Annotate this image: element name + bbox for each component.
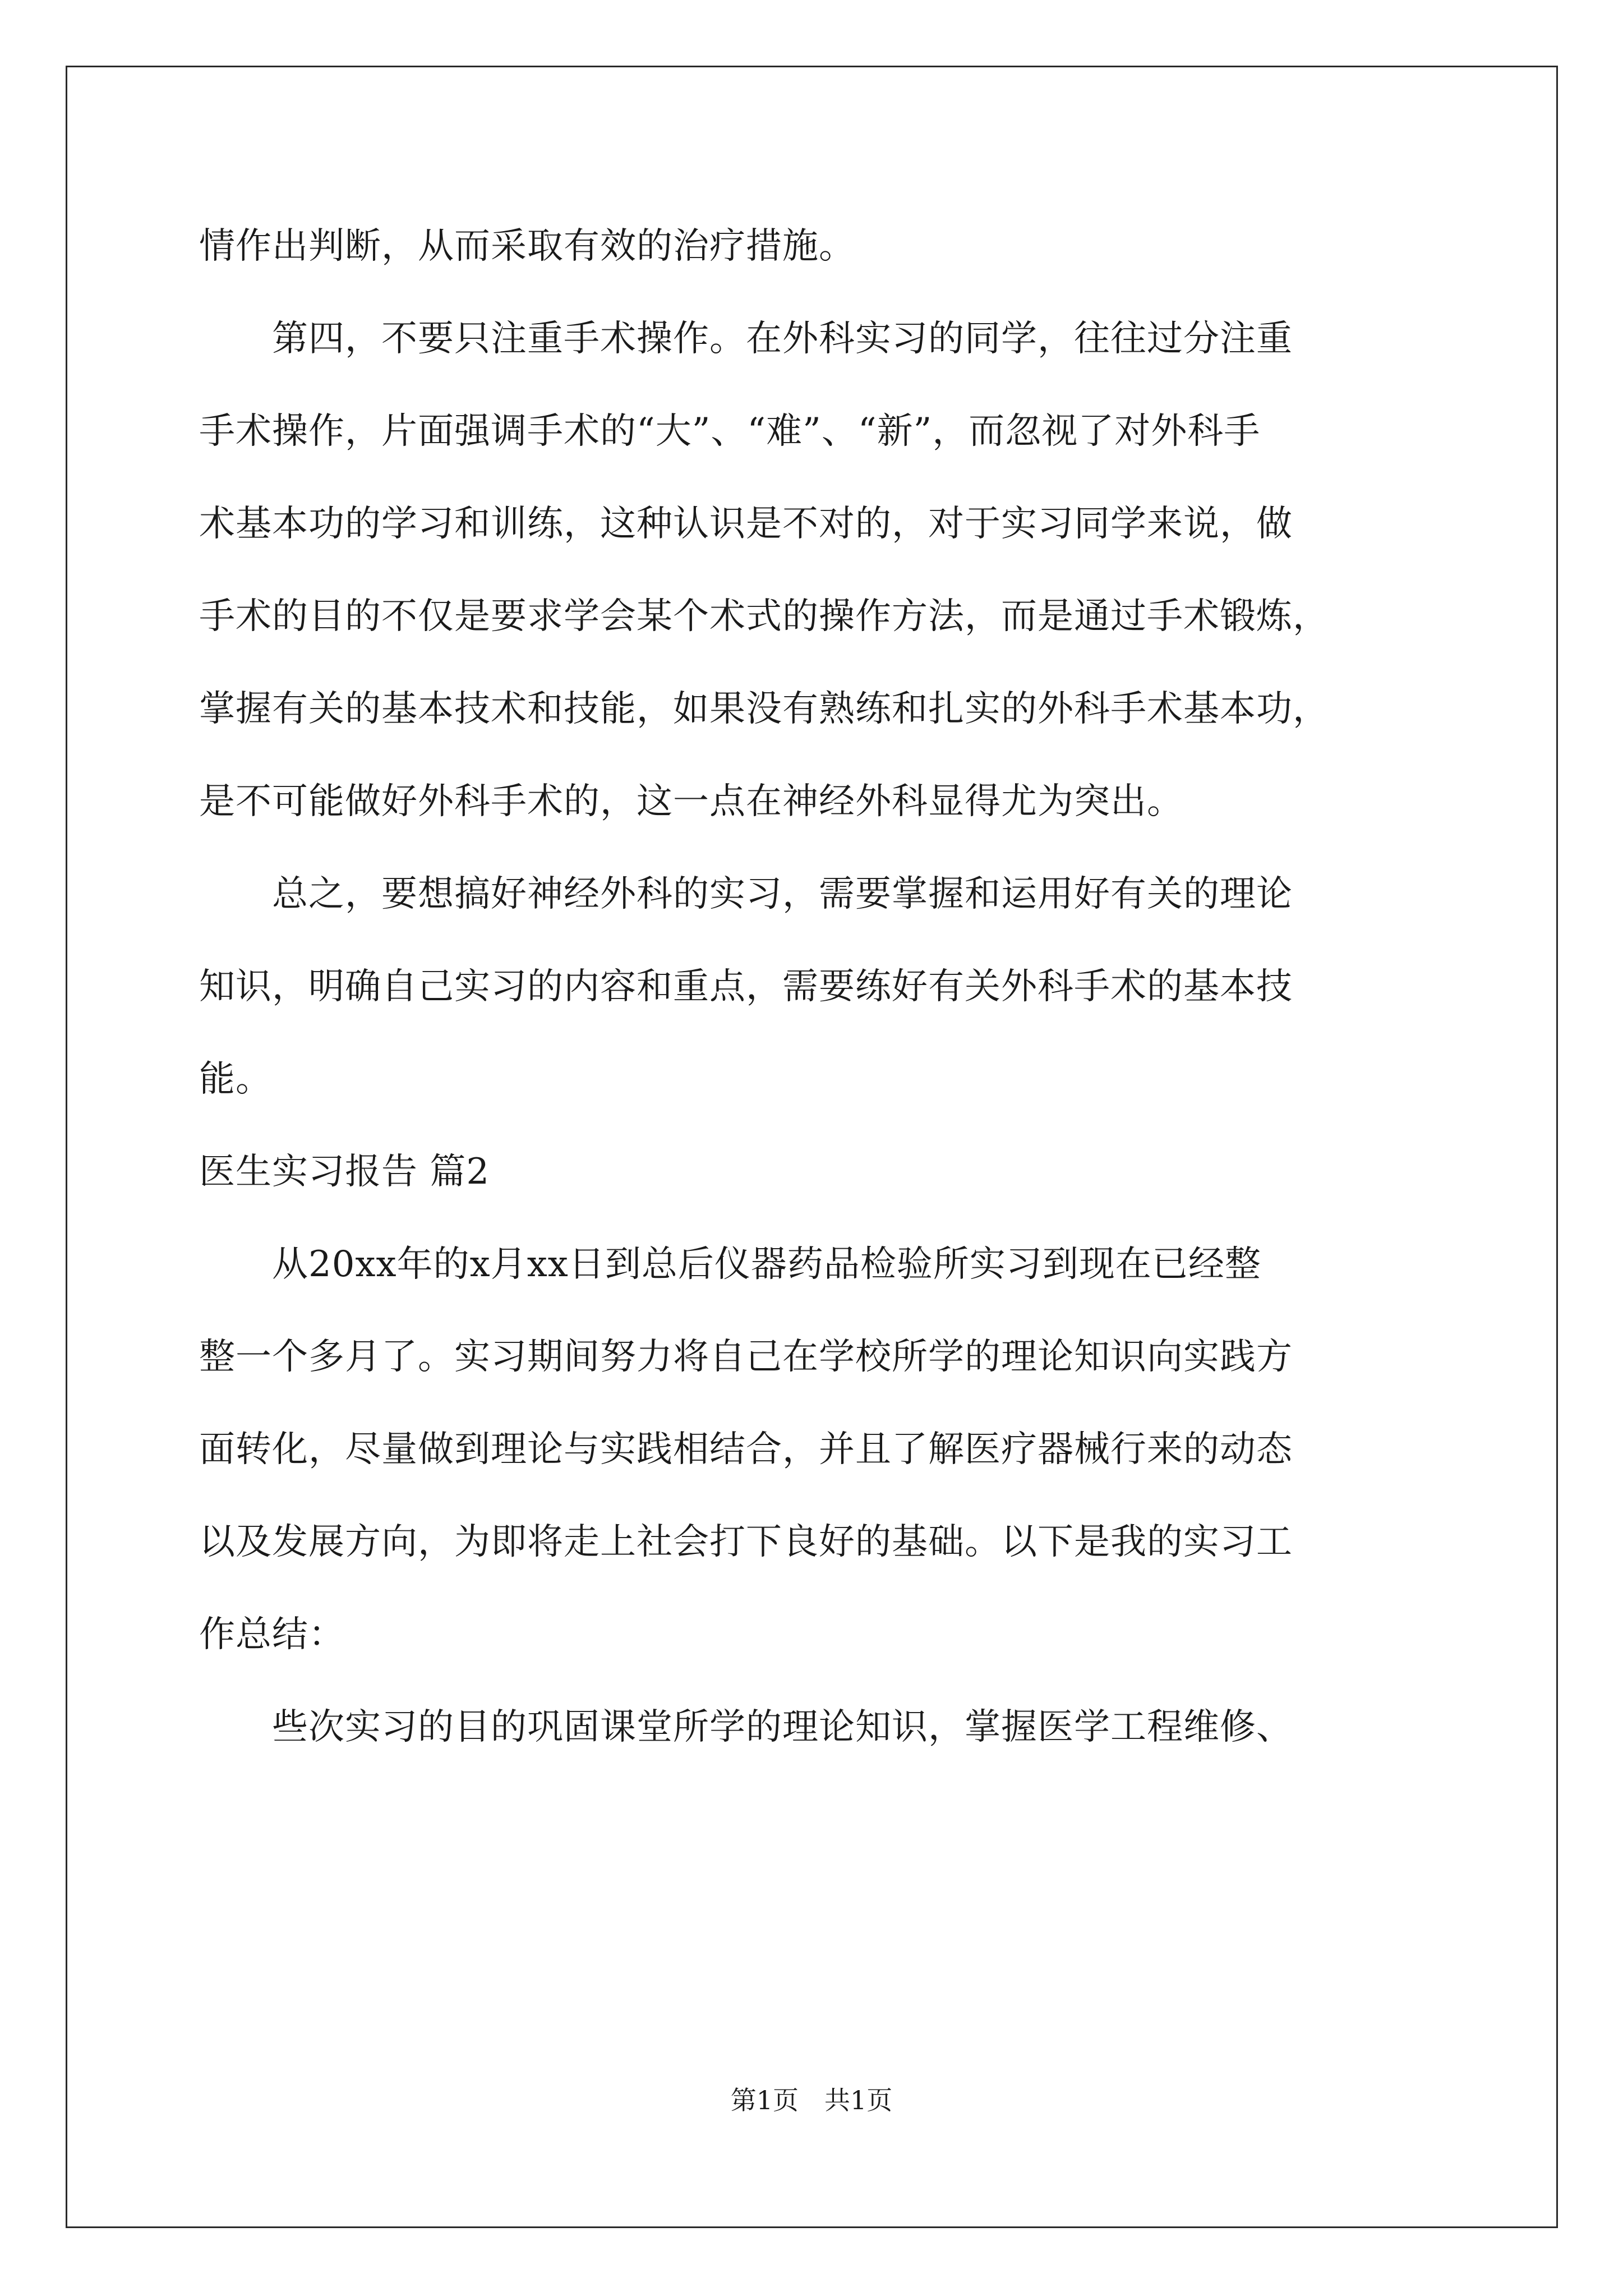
text-line: 是不可能做好外科手术的，这一点在神经外科显得尤为突出。 (199, 781, 1183, 822)
text-line: 第四，不要只注重手术操作。在外科实习的同学，往往过分注重 (199, 318, 1293, 360)
page-number: 第1页 共1页 (730, 2085, 893, 2115)
text-line: 手术操作，片面强调手术的“大”、“难”、“新”，而忽视了对外科手 (199, 411, 1261, 452)
text-line: 面转化，尽量做到理论与实践相结合，并且了解医疗器械行来的动态 (199, 1429, 1293, 1470)
text-line: 能。 (199, 1059, 272, 1100)
text-line: 掌握有关的基本技术和技能，如果没有熟练和扎实的外科手术基本功， (199, 688, 1329, 730)
text-line: 术基本功的学习和训练，这种认识是不对的，对于实习同学来说，做 (199, 503, 1293, 545)
section-heading: 医生实习报告 篇2 (199, 1151, 490, 1193)
text-line: 以及发展方向，为即将走上社会打下良好的基础。以下是我的实习工 (199, 1521, 1293, 1563)
text-line: 手术的目的不仅是要求学会某个术式的操作方法，而是通过手术锻炼， (199, 596, 1329, 637)
text-line: 从20xx年的x月xx日到总后仪器药品检验所实习到现在已经整 (199, 1244, 1261, 1285)
text-line: 些次实习的目的巩固课堂所学的理论知识，掌握医学工程维修、 (199, 1706, 1293, 1748)
text-line: 整一个多月了。实习期间努力将自己在学校所学的理论知识向实践方 (199, 1336, 1293, 1378)
text-line: 情作出判断，从而采取有效的治疗措施。 (199, 226, 855, 267)
text-line: 总之，要想搞好神经外科的实习，需要掌握和运用好有关的理论 (199, 873, 1293, 915)
text-line: 作总结： (199, 1614, 345, 1655)
text-line: 知识，明确自己实习的内容和重点，需要练好有关外科手术的基本技 (199, 966, 1293, 1007)
